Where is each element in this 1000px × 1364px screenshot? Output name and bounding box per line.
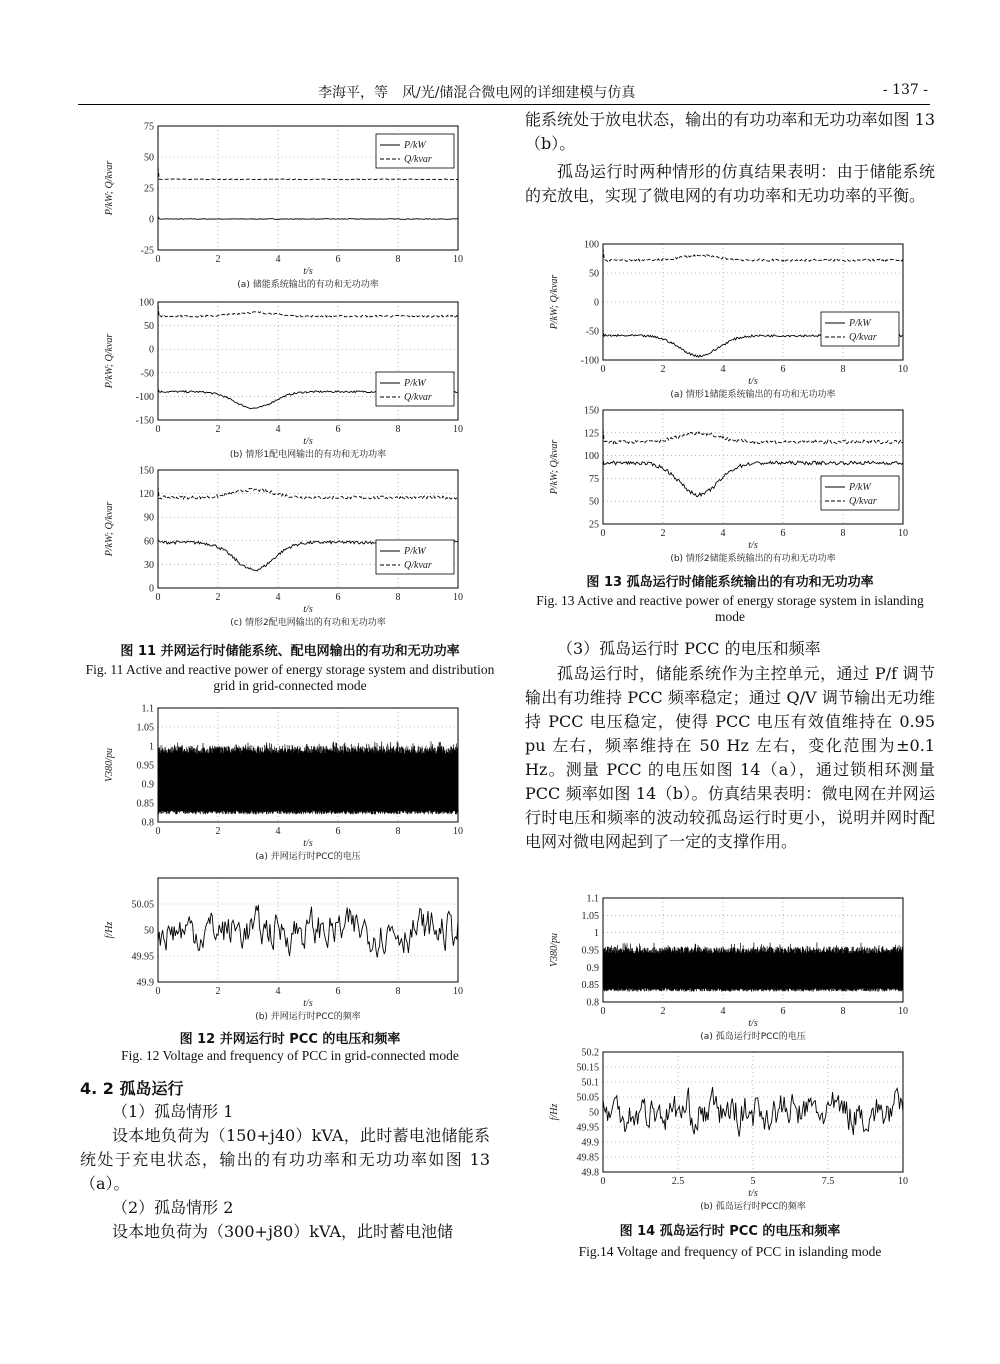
y-tick-label: 50.05 bbox=[131, 899, 154, 911]
fig13-caption-cn: 图 13 孤岛运行时储能系统输出的有功和无功功率 bbox=[586, 575, 874, 590]
y-tick-label: -150 bbox=[135, 415, 154, 427]
q-series-line bbox=[603, 429, 903, 444]
legend-p-label: P/kW bbox=[849, 318, 871, 329]
x-tick-label: 6 bbox=[335, 254, 341, 265]
x-tick-label: 8 bbox=[840, 364, 846, 375]
y-axis-label: V380/pu bbox=[549, 933, 560, 967]
x-tick-label: 2 bbox=[660, 364, 666, 375]
legend-q-label: Q/kvar bbox=[404, 392, 432, 403]
fig14-caption-cn: 图 14 孤岛运行时 PCC 的电压和频率 bbox=[619, 1224, 841, 1239]
y-tick-label: 50 bbox=[144, 321, 154, 333]
subfigure-caption: (b) 并网运行时PCC的频率 bbox=[255, 1012, 361, 1022]
x-tick-label: 2 bbox=[215, 592, 221, 603]
y-tick-label: 0.8 bbox=[141, 817, 154, 829]
x-axis-label: t/s bbox=[748, 540, 758, 551]
x-axis-label: t/s bbox=[748, 376, 758, 387]
x-axis-label: t/s bbox=[303, 998, 313, 1009]
y-tick-label: -50 bbox=[585, 326, 599, 338]
y-tick-label: 50 bbox=[589, 268, 599, 280]
subfigure-caption: (c) 情形2配电网输出的有功和无功功率 bbox=[230, 618, 386, 628]
x-tick-label: 2 bbox=[215, 986, 221, 997]
y-tick-label: 49.85 bbox=[576, 1152, 599, 1164]
x-axis-label: t/s bbox=[303, 604, 313, 615]
x-tick-label: 10 bbox=[898, 1006, 908, 1017]
subfigure-caption: (a) 情形1储能系统输出的有功和无功功率 bbox=[670, 390, 836, 400]
subfigure-caption: (a) 并网运行时PCC的电压 bbox=[255, 852, 361, 862]
fig12-caption-cn: 图 12 并网运行时 PCC 的电压和频率 bbox=[179, 1032, 401, 1047]
fig12-caption-en: Fig. 12 Voltage and frequency of PCC in grid-connected mode bbox=[121, 1048, 459, 1063]
x-tick-label: 10 bbox=[898, 528, 908, 539]
case2-title: （2）孤岛情形 2 bbox=[112, 1198, 234, 1217]
x-tick-label: 10 bbox=[453, 254, 463, 265]
y-axis-label: f/Hz bbox=[549, 1103, 560, 1121]
x-tick-label: 4 bbox=[275, 254, 281, 265]
chart-f13b bbox=[525, 402, 925, 568]
x-tick-label: 8 bbox=[840, 1006, 846, 1017]
x-tick-label: 2 bbox=[215, 424, 221, 435]
y-tick-label: 90 bbox=[144, 512, 154, 524]
x-tick-label: 6 bbox=[780, 364, 786, 375]
legend-p-label: P/kW bbox=[404, 378, 426, 389]
x-tick-label: 4 bbox=[720, 1006, 726, 1017]
q-series-line bbox=[603, 248, 903, 261]
fig14-caption-en: Fig.14 Voltage and frequency of PCC in islanding mode bbox=[578, 1244, 882, 1259]
y-tick-label: -25 bbox=[140, 245, 154, 257]
y-tick-label: 50 bbox=[144, 925, 154, 937]
x-tick-label: 0 bbox=[155, 592, 161, 603]
y-tick-label: 49.95 bbox=[131, 951, 154, 963]
y-tick-label: 49.8 bbox=[581, 1167, 599, 1179]
x-tick-label: 4 bbox=[720, 528, 726, 539]
legend-p-label: P/kW bbox=[849, 482, 871, 493]
x-tick-label: 6 bbox=[335, 592, 341, 603]
x-tick-label: 4 bbox=[275, 826, 281, 837]
x-tick-label: 2 bbox=[215, 254, 221, 265]
x-tick-label: 0 bbox=[600, 528, 606, 539]
subfigure-caption: (b) 情形2储能系统输出的有功和无功功率 bbox=[670, 554, 836, 564]
right-section-3-title: （3）孤岛运行时 PCC 的电压和频率 bbox=[557, 639, 821, 658]
x-tick-label: 2 bbox=[215, 826, 221, 837]
x-tick-label: 0 bbox=[155, 424, 161, 435]
x-axis-label: t/s bbox=[303, 838, 313, 849]
x-axis-label: t/s bbox=[748, 1188, 758, 1199]
chart-f11b bbox=[80, 294, 480, 464]
legend-p-label: P/kW bbox=[404, 546, 426, 557]
y-tick-label: 0.95 bbox=[581, 945, 599, 957]
subfigure-caption: (a) 储能系统输出的有功和无功功率 bbox=[237, 280, 379, 290]
x-tick-label: 4 bbox=[275, 424, 281, 435]
legend-p-label: P/kW bbox=[404, 140, 426, 151]
y-axis-label: P/kW; Q/kvar bbox=[549, 439, 560, 495]
x-tick-label: 2 bbox=[660, 1006, 666, 1017]
x-axis-label: t/s bbox=[303, 266, 313, 277]
section-4-2: 4. 2 孤岛运行 bbox=[80, 1079, 184, 1098]
x-tick-label: 6 bbox=[335, 986, 341, 997]
chart-f11a bbox=[80, 118, 480, 294]
y-tick-label: 50.2 bbox=[581, 1047, 599, 1059]
q-series-line bbox=[158, 486, 458, 499]
y-axis-label: P/kW; Q/kvar bbox=[104, 160, 115, 216]
voltage-series bbox=[158, 742, 458, 815]
y-tick-label: 1 bbox=[594, 928, 599, 940]
x-tick-label: 0 bbox=[600, 1176, 606, 1187]
x-tick-label: 10 bbox=[898, 1176, 908, 1187]
y-tick-label: 75 bbox=[144, 121, 154, 133]
y-tick-label: 1.1 bbox=[586, 893, 599, 905]
x-tick-label: 4 bbox=[275, 592, 281, 603]
y-tick-label: 0.8 bbox=[586, 997, 599, 1009]
y-tick-label: 30 bbox=[144, 559, 154, 571]
x-tick-label: 0 bbox=[155, 986, 161, 997]
x-tick-label: 6 bbox=[335, 424, 341, 435]
subfigure-caption: (a) 孤岛运行时PCC的电压 bbox=[700, 1032, 806, 1042]
q-series-line bbox=[158, 167, 458, 180]
y-tick-label: 0.85 bbox=[136, 798, 154, 810]
y-tick-label: 1.1 bbox=[141, 703, 154, 715]
y-tick-label: 0.9 bbox=[141, 779, 154, 791]
y-tick-label: 0.95 bbox=[136, 760, 154, 772]
right-para-2: 孤岛运行时两种情形的仿真结果表明：由于储能系统的充放电，实现了微电网的有功功率和无功功率的平衡。 bbox=[525, 162, 935, 205]
y-axis-label: P/kW; Q/kvar bbox=[104, 333, 115, 389]
fig13-caption-en: Fig. 13 Active and reactive power of energy storage system in islanding mode bbox=[536, 593, 924, 624]
x-axis-label: t/s bbox=[303, 436, 313, 447]
y-tick-label: -50 bbox=[140, 368, 154, 380]
y-tick-label: -100 bbox=[135, 391, 154, 403]
case1-title: （1）孤岛情形 1 bbox=[112, 1102, 234, 1121]
x-tick-label: 8 bbox=[395, 826, 401, 837]
x-tick-label: 6 bbox=[335, 826, 341, 837]
case2-para: 设本地负荷为（300+j80）kVA，此时蓄电池储 bbox=[112, 1222, 453, 1241]
q-series-line bbox=[158, 305, 458, 317]
x-axis-label: t/s bbox=[748, 1018, 758, 1029]
y-tick-label: 50 bbox=[144, 152, 154, 164]
legend-q-label: Q/kvar bbox=[849, 496, 877, 507]
legend-q-label: Q/kvar bbox=[404, 154, 432, 165]
chart-f12a bbox=[80, 700, 480, 866]
y-tick-label: 25 bbox=[589, 519, 599, 531]
x-tick-label: 10 bbox=[453, 424, 463, 435]
x-tick-label: 0 bbox=[600, 364, 606, 375]
y-tick-label: 50.1 bbox=[581, 1077, 599, 1089]
x-tick-label: 8 bbox=[395, 424, 401, 435]
chart-f11c bbox=[80, 462, 480, 632]
x-tick-label: 10 bbox=[898, 364, 908, 375]
x-tick-label: 8 bbox=[395, 254, 401, 265]
y-tick-label: 0.9 bbox=[586, 962, 599, 974]
y-tick-label: 49.95 bbox=[576, 1122, 599, 1134]
x-tick-label: 0 bbox=[155, 254, 161, 265]
y-tick-label: 0 bbox=[149, 583, 154, 595]
voltage-series bbox=[603, 942, 903, 991]
y-axis-label: f/Hz bbox=[104, 921, 115, 939]
right-para-3: 孤岛运行时，储能系统作为主控单元，通过 P/f 调节输出有功维持 PCC 频率稳定；通过 Q/V 调节输出无功维持 PCC 电压稳定，使得 PCC 电压有效值维持在 0.95 pu 左右，频率维持在 50 Hz 左右，变化范围为±0.1 Hz。测量 PCC 的电压如图 14（a），通过锁相环测量 PCC 频率如图 14（b）。仿真结果表明：微电网在并网运行时电压和频率的波动较孤岛运行时更小，说明并网时配电网对微电网起到了一定的支撑作用。 bbox=[525, 664, 935, 851]
right-para-1: 能系统处于放电状态，输出的有功功率和无功功率如图 13（b）。 bbox=[525, 110, 935, 153]
y-tick-label: 75 bbox=[589, 473, 599, 485]
y-tick-label: 0.85 bbox=[581, 980, 599, 992]
fig11-caption-cn: 图 11 并网运行时储能系统、配电网输出的有功和无功功率 bbox=[120, 644, 460, 659]
fig11-caption-en: Fig. 11 Active and reactive power of energy storage system and distribution grid in grid-connected mode bbox=[85, 662, 495, 693]
y-tick-label: 50 bbox=[589, 496, 599, 508]
y-tick-label: 0 bbox=[149, 214, 154, 226]
y-tick-label: 50.05 bbox=[576, 1092, 599, 1104]
x-tick-label: 6 bbox=[780, 1006, 786, 1017]
y-tick-label: 0 bbox=[149, 344, 154, 356]
y-tick-label: 49.9 bbox=[136, 977, 154, 989]
y-tick-label: 100 bbox=[584, 239, 599, 251]
y-tick-label: 125 bbox=[584, 428, 599, 440]
x-tick-label: 6 bbox=[780, 528, 786, 539]
page-number: - 137 - bbox=[882, 82, 928, 98]
y-tick-label: 1.05 bbox=[581, 910, 599, 922]
y-axis-label: V380/pu bbox=[104, 748, 115, 782]
y-tick-label: 1 bbox=[149, 741, 154, 753]
y-tick-label: 50.15 bbox=[576, 1062, 599, 1074]
y-tick-label: 100 bbox=[584, 451, 599, 463]
x-tick-label: 8 bbox=[395, 592, 401, 603]
chart-f14b bbox=[525, 1044, 925, 1216]
chart-f12b bbox=[80, 870, 480, 1026]
x-tick-label: 4 bbox=[720, 364, 726, 375]
y-tick-label: -100 bbox=[580, 355, 599, 367]
y-tick-label: 49.9 bbox=[581, 1137, 599, 1149]
x-tick-label: 2 bbox=[660, 528, 666, 539]
y-axis-label: P/kW; Q/kvar bbox=[549, 274, 560, 330]
chart-f14a bbox=[525, 890, 925, 1046]
x-tick-label: 5 bbox=[750, 1176, 756, 1187]
x-tick-label: 4 bbox=[275, 986, 281, 997]
y-tick-label: 150 bbox=[139, 465, 154, 477]
legend-q-label: Q/kvar bbox=[849, 332, 877, 343]
case1-para: 设本地负荷为（150+j40）kVA，此时蓄电池储能系统处于充电状态，输出的有功功率和无功功率如图 13（a）。 bbox=[80, 1126, 490, 1193]
y-tick-label: 150 bbox=[584, 405, 599, 417]
x-tick-label: 8 bbox=[395, 986, 401, 997]
legend-q-label: Q/kvar bbox=[404, 560, 432, 571]
x-tick-label: 10 bbox=[453, 592, 463, 603]
y-axis-label: P/kW; Q/kvar bbox=[104, 501, 115, 557]
x-tick-label: 0 bbox=[155, 826, 161, 837]
y-tick-label: 100 bbox=[139, 297, 154, 309]
x-tick-label: 10 bbox=[453, 826, 463, 837]
x-tick-label: 2.5 bbox=[671, 1176, 685, 1187]
subfigure-caption: (b) 孤岛运行时PCC的频率 bbox=[700, 1202, 806, 1212]
x-tick-label: 8 bbox=[840, 528, 846, 539]
y-tick-label: 50 bbox=[589, 1107, 599, 1119]
running-title: 李海平，等 风/光/储混合微电网的详细建模与仿真 bbox=[318, 85, 636, 101]
page-header bbox=[78, 80, 930, 105]
y-tick-label: 25 bbox=[144, 183, 154, 195]
x-tick-label: 0 bbox=[600, 1006, 606, 1017]
y-tick-label: 0 bbox=[594, 297, 599, 309]
y-tick-label: 120 bbox=[139, 489, 154, 501]
subfigure-caption: (b) 情形1配电网输出的有功和无功功率 bbox=[229, 450, 387, 460]
p-series-line bbox=[158, 216, 458, 219]
y-tick-label: 60 bbox=[144, 536, 154, 548]
frequency-series bbox=[158, 905, 458, 958]
y-tick-label: 1.05 bbox=[136, 722, 154, 734]
x-tick-label: 7.5 bbox=[821, 1176, 835, 1187]
chart-f13a bbox=[525, 236, 925, 404]
x-tick-label: 10 bbox=[453, 986, 463, 997]
